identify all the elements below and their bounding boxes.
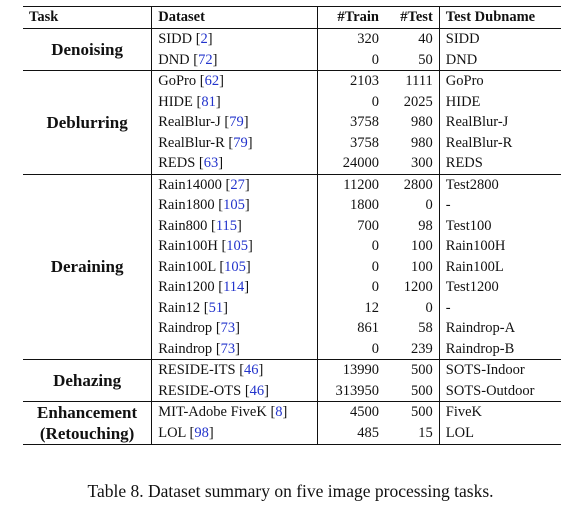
table-row xyxy=(23,360,561,381)
test-count-cell: 500 xyxy=(385,381,439,402)
citation-link[interactable]: 2 xyxy=(200,31,208,47)
table-caption: Table 8. Dataset summary on five image processing tasks. xyxy=(87,481,494,501)
dataset-name: GoPro xyxy=(158,73,197,89)
citation-link[interactable]: 105 xyxy=(223,197,245,213)
dataset-name: Rain100L xyxy=(158,258,216,275)
dubname-cell: Test1200 xyxy=(445,279,499,295)
citation-link[interactable]: 105 xyxy=(224,258,246,275)
dataset-cell: SIDD [2] xyxy=(152,29,318,50)
dataset-name: LOL xyxy=(158,425,186,442)
dataset-name: MIT-Adobe FiveK xyxy=(158,404,267,421)
dubname-cell: DND xyxy=(445,51,478,68)
task-group xyxy=(23,360,561,402)
train-count-cell: 3758 xyxy=(349,134,379,151)
dubname-cell: Rain100H xyxy=(445,238,506,254)
train-count-cell: 861 xyxy=(357,320,379,336)
train-count-cell: 700 xyxy=(357,217,379,234)
dataset-name: RealBlur-J xyxy=(158,114,221,130)
dataset-cell: RESIDE-OTS [46] xyxy=(152,381,318,402)
citation-link[interactable]: 115 xyxy=(215,217,238,234)
dataset-name: Rain1200 xyxy=(158,279,215,295)
train-count-cell: 313950 xyxy=(335,382,379,399)
dataset-name: Rain12 xyxy=(158,299,201,316)
header-task: Task xyxy=(23,7,152,29)
dubname-cell: REDS xyxy=(445,155,483,171)
citation-link[interactable]: 62 xyxy=(204,73,220,89)
dataset-name: DND xyxy=(158,51,190,68)
train-count-cell: 0 xyxy=(371,340,379,357)
dataset-cell: Rain1800 [105] xyxy=(152,195,318,216)
dubname-cell: SOTS-Outdoor xyxy=(445,382,535,399)
task-cell xyxy=(23,71,152,175)
test-count-cell: 40 xyxy=(385,29,439,50)
test-count-cell: 500 xyxy=(385,402,439,424)
dubname-cell: SOTS-Indoor xyxy=(445,362,525,378)
citation-link[interactable]: 79 xyxy=(229,114,244,130)
task-group xyxy=(23,29,561,71)
train-count-cell: 0 xyxy=(371,258,379,275)
task-cell xyxy=(23,174,152,360)
citation-link[interactable]: 46 xyxy=(249,382,265,399)
train-count-cell: 0 xyxy=(371,51,379,68)
train-count-cell: 13990 xyxy=(342,362,379,378)
test-count-cell: 100 xyxy=(385,257,439,278)
dataset-name: REDS xyxy=(158,155,196,171)
dubname-cell: HIDE xyxy=(445,93,481,110)
dubname-cell: - xyxy=(445,197,451,213)
test-count-cell: 0 xyxy=(385,195,439,216)
dataset-name: Rain1800 xyxy=(158,197,215,213)
dubname-cell: Raindrop-B xyxy=(445,340,515,357)
dataset-cell: RealBlur-R [79] xyxy=(152,133,318,154)
dataset-name: HIDE xyxy=(158,93,193,110)
dataset-cell: GoPro [62] xyxy=(152,71,318,92)
dubname-cell: Raindrop-A xyxy=(445,320,516,336)
dataset-summary-table xyxy=(23,6,561,445)
citation-link[interactable]: 73 xyxy=(220,340,236,357)
dubname-cell: - xyxy=(445,299,451,316)
dataset-name: Rain100H xyxy=(158,238,218,254)
dataset-name: SIDD xyxy=(158,31,193,47)
test-count-cell: 239 xyxy=(385,339,439,360)
dataset-name: RESIDE-OTS xyxy=(158,382,242,399)
dataset-cell: Rain100H [105] xyxy=(152,236,318,257)
dubname-cell: LOL xyxy=(445,425,474,442)
dataset-cell: Rain12 [51] xyxy=(152,298,318,319)
citation-link[interactable]: 46 xyxy=(244,362,259,378)
test-count-cell: 1200 xyxy=(385,277,439,298)
train-count-cell: 3758 xyxy=(349,114,379,130)
test-count-cell: 2025 xyxy=(385,92,439,113)
dubname-cell: RealBlur-J xyxy=(445,114,509,130)
task-label: Deblurring xyxy=(46,112,128,132)
dataset-cell: Raindrop [73] xyxy=(152,318,318,339)
dataset-cell: RealBlur-J [79] xyxy=(152,112,318,133)
train-count-cell: 1800 xyxy=(349,197,379,213)
dubname-cell: SIDD xyxy=(445,31,480,47)
table-row xyxy=(23,174,561,195)
header-dubname: Test Dubname xyxy=(445,9,536,26)
test-count-cell: 58 xyxy=(385,318,439,339)
dataset-cell: LOL [98] xyxy=(152,423,318,445)
test-count-cell: 1111 xyxy=(385,71,439,92)
task-label: Deraining xyxy=(50,257,124,277)
test-count-cell: 980 xyxy=(385,112,439,133)
task-cell xyxy=(23,402,152,445)
dataset-cell: REDS [63] xyxy=(152,153,318,174)
table-row xyxy=(23,402,561,424)
test-count-cell: 500 xyxy=(385,360,439,381)
train-count-cell: 485 xyxy=(357,425,379,442)
train-count-cell: 24000 xyxy=(342,155,379,171)
train-count-cell: 4500 xyxy=(349,404,379,421)
train-count-cell: 12 xyxy=(364,299,379,316)
task-cell xyxy=(23,360,152,402)
test-count-cell: 300 xyxy=(385,153,439,174)
dataset-cell: Rain100L [105] xyxy=(152,257,318,278)
citation-link[interactable]: 73 xyxy=(220,320,236,336)
dataset-name: Raindrop xyxy=(158,320,213,336)
train-count-cell: 0 xyxy=(371,279,379,295)
header-row xyxy=(23,7,561,29)
dataset-name: Raindrop xyxy=(158,340,213,357)
test-count-cell: 2800 xyxy=(385,174,439,195)
dubname-cell: FiveK xyxy=(445,404,483,421)
citation-link[interactable]: 105 xyxy=(226,238,249,254)
task-group xyxy=(23,174,561,360)
task-label: (Retouching) xyxy=(39,424,135,443)
train-count-cell: 11200 xyxy=(343,176,379,193)
task-group xyxy=(23,402,561,445)
dataset-name: Rain800 xyxy=(158,217,208,234)
header-test: #Test xyxy=(385,7,439,29)
dataset-name: RealBlur-R xyxy=(158,134,225,151)
test-count-cell: 0 xyxy=(385,298,439,319)
header-dataset: Dataset xyxy=(152,7,318,29)
train-count-cell: 2103 xyxy=(349,73,379,89)
citation-link[interactable]: 27 xyxy=(230,176,245,193)
citation-link[interactable]: 51 xyxy=(208,299,224,316)
dataset-cell: Rain800 [115] xyxy=(152,216,318,237)
dataset-name: Rain14000 xyxy=(158,176,222,193)
task-group xyxy=(23,71,561,175)
task-label: Enhancement xyxy=(37,403,138,422)
test-count-cell: 100 xyxy=(385,236,439,257)
table-row xyxy=(23,29,561,50)
train-count-cell: 320 xyxy=(357,31,379,47)
dubname-cell: RealBlur-R xyxy=(445,134,513,151)
train-count-cell: 0 xyxy=(371,238,379,254)
dubname-cell: Rain100L xyxy=(445,258,504,275)
table-row xyxy=(23,71,561,92)
train-count-cell: 0 xyxy=(371,93,379,110)
citation-link[interactable]: 81 xyxy=(201,93,216,110)
dubname-cell: Test2800 xyxy=(445,176,499,193)
citation-link[interactable]: 63 xyxy=(203,155,219,171)
dataset-cell: DND [72] xyxy=(152,50,318,71)
task-label: Dehazing xyxy=(53,371,122,390)
dataset-cell: Rain14000 [27] xyxy=(152,174,318,195)
header-train: #Train xyxy=(337,9,379,26)
dataset-cell: MIT-Adobe FiveK [8] xyxy=(152,402,318,424)
dataset-cell: HIDE [81] xyxy=(152,92,318,113)
dubname-cell: GoPro xyxy=(445,73,484,89)
dataset-cell: RESIDE-ITS [46] xyxy=(152,360,318,381)
dataset-cell: Raindrop [73] xyxy=(152,339,318,360)
test-count-cell: 98 xyxy=(385,216,439,237)
table-header xyxy=(23,7,561,29)
dataset-name: RESIDE-ITS xyxy=(158,362,236,378)
test-count-cell: 980 xyxy=(385,133,439,154)
citation-link[interactable]: 8 xyxy=(275,404,283,421)
dubname-cell: Test100 xyxy=(445,217,492,234)
citation-link[interactable]: 79 xyxy=(233,134,248,151)
citation-link[interactable]: 98 xyxy=(194,425,209,442)
citation-link[interactable]: 72 xyxy=(198,51,213,68)
task-label: Denoising xyxy=(51,40,123,59)
citation-link[interactable]: 114 xyxy=(223,279,245,295)
task-cell xyxy=(23,29,152,71)
test-count-cell: 50 xyxy=(385,50,439,71)
test-count-cell: 15 xyxy=(385,423,439,445)
dataset-cell: Rain1200 [114] xyxy=(152,277,318,298)
